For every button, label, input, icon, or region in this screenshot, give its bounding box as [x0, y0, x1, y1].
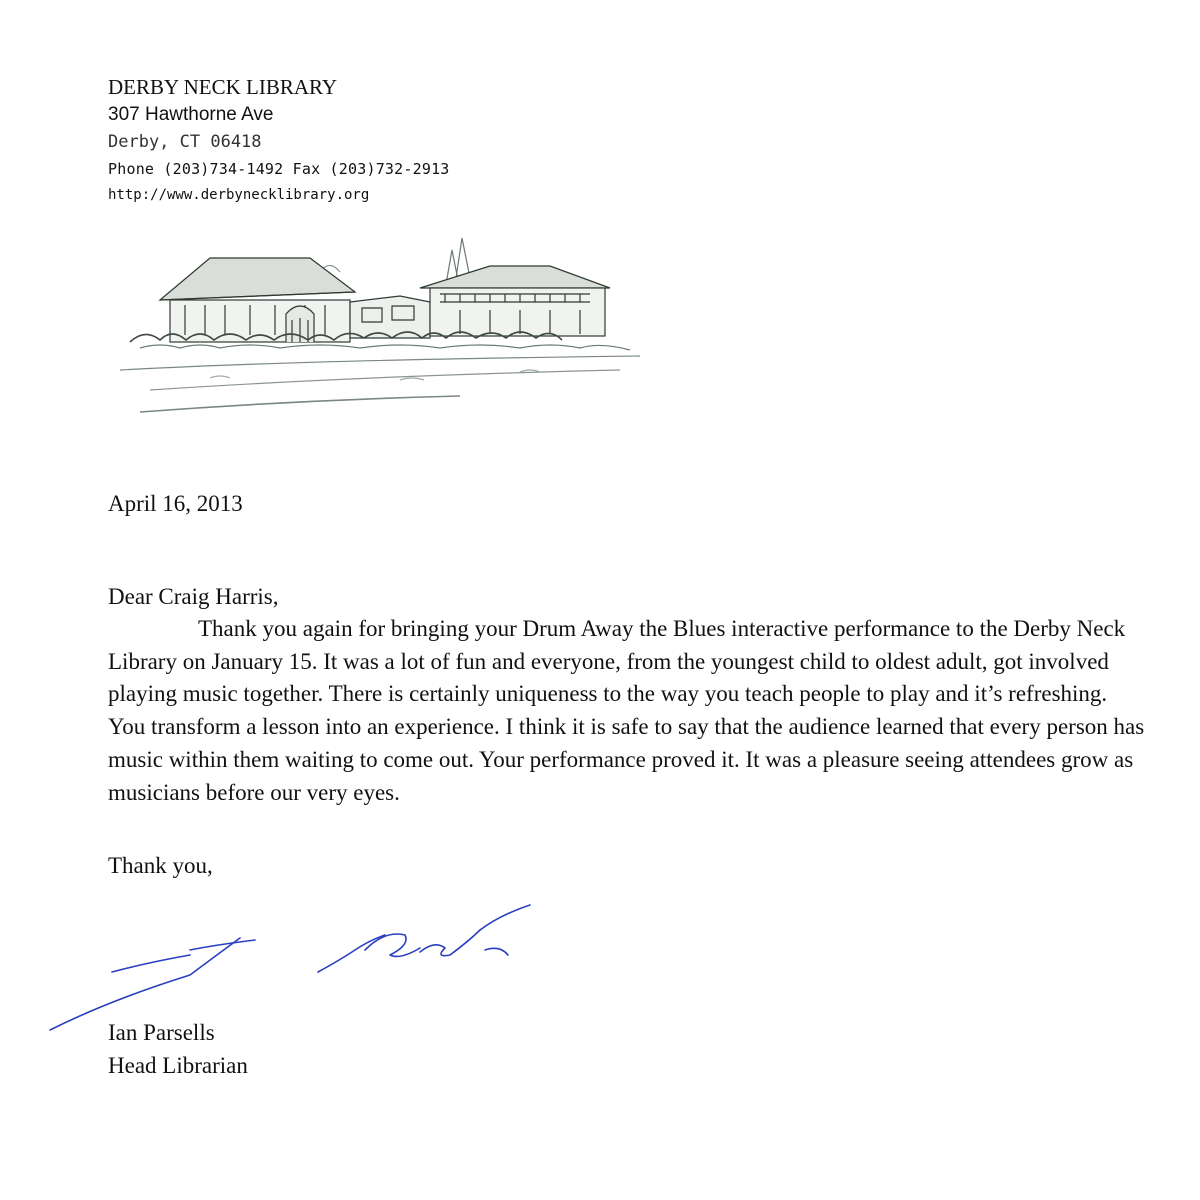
- letter-date: April 16, 2013: [108, 491, 243, 516]
- library-street: 307 Hawthorne Ave: [108, 104, 274, 125]
- letter-greeting: Dear Craig Harris,: [108, 584, 279, 609]
- signer-title: Head Librarian: [108, 1053, 248, 1078]
- library-city: Derby, CT 06418: [108, 132, 262, 152]
- letter-closing: Thank you,: [108, 853, 213, 879]
- signer-name: Ian Parsells: [108, 1020, 215, 1045]
- signer-block: [108, 1016, 248, 1082]
- library-url: http://www.derbynecklibrary.org: [108, 187, 370, 203]
- letter-body: [108, 487, 1148, 882]
- letterhead: [108, 74, 450, 208]
- letter-paragraph: Thank you again for bringing your Drum Away the Blues interactive performance to the Derby Neck Library on January 15. It was a lot of fun and everyone, from the youngest child to oldest adult, got involved playing music together. There is certainly uniqueness to the way you teach people to play and it’s refreshing. You transform a lesson into an experience. I think it is safe to say that the audience learned that every person has music within them waiting to come out. Your performance proved it. It was a pleasure seeing attendees grow as musicians before our very eyes.: [108, 616, 1145, 805]
- library-building-sketch: [100, 230, 660, 430]
- library-phone-fax: Phone (203)734-1492 Fax (203)732-2913: [108, 160, 450, 178]
- library-name: DERBY NECK LIBRARY: [108, 75, 338, 99]
